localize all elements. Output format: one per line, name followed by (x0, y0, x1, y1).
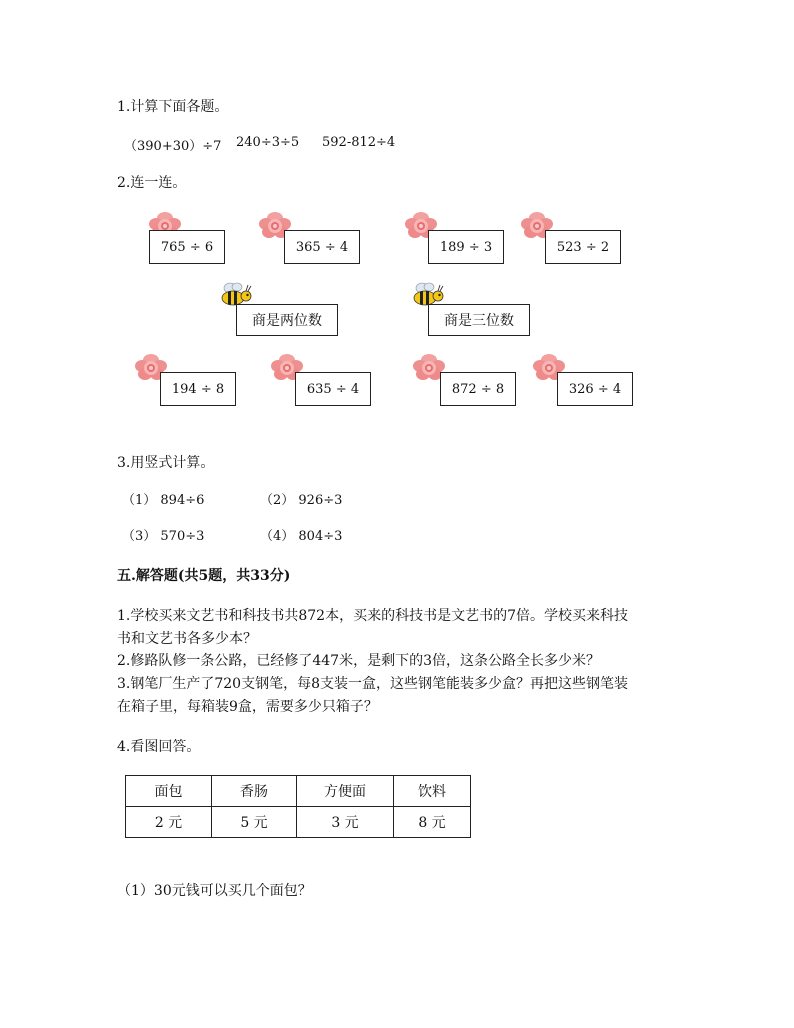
top-expression-box: 365 ÷ 4 (284, 230, 360, 264)
table-cell: 2 元 (126, 807, 212, 838)
problem-1-line-1: 1.学校买来文艺书和科技书共872本，买来的科技书是文艺书的7倍。学校买来科技 (117, 608, 628, 624)
bottom-expression-box: 872 ÷ 8 (440, 372, 516, 406)
table-cell: 8 元 (394, 807, 471, 838)
table-header-cell: 饮料 (394, 776, 471, 807)
table-cell: 3 元 (297, 807, 394, 838)
q3-item-3: （3） 570÷3 (122, 529, 205, 544)
q4-title: 4.看图回答。 (117, 739, 201, 755)
q1-title: 1.计算下面各题。 (117, 99, 229, 115)
top-expression-box: 523 ÷ 2 (545, 230, 621, 264)
q3-title: 3.用竖式计算。 (117, 455, 215, 471)
problem-3-line-1: 3.钢笔厂生产了720支钢笔，每8支装一盒，这些钢笔能装多少盒？再把这些钢笔装 (117, 676, 628, 692)
q1-item-1: （390+30）÷7 (124, 139, 222, 154)
problem-1-line-2: 书和文艺书各多少本？ (117, 631, 257, 647)
bottom-expression-box: 635 ÷ 4 (295, 372, 371, 406)
top-expression-box: 765 ÷ 6 (149, 230, 225, 264)
price-table (125, 775, 471, 838)
table-cell: 5 元 (212, 807, 297, 838)
q2-title: 2.连一连。 (117, 175, 187, 191)
table-header-cell: 面包 (126, 776, 212, 807)
q1-item-3: 592-812÷4 (322, 135, 396, 150)
problem-2: 2.修路队修一条公路，已经修了447米，是剩下的3倍，这条公路全长多少米？ (117, 653, 600, 669)
table-header-row (126, 776, 471, 807)
table-header-cell: 方便面 (297, 776, 394, 807)
sub-question-1: （1）30元钱可以买几个面包？ (117, 883, 312, 899)
table-row (126, 807, 471, 838)
q1-item-2: 240÷3÷5 (236, 135, 300, 150)
top-expression-box: 189 ÷ 3 (428, 230, 504, 264)
table-header-cell: 香肠 (212, 776, 297, 807)
q3-item-1: （1） 894÷6 (122, 493, 205, 508)
section-title: 五.解答题(共5题，共33分) (117, 568, 291, 584)
middle-category-box: 商是三位数 (428, 304, 530, 336)
q3-item-4: （4） 804÷3 (260, 529, 343, 544)
bottom-expression-box: 326 ÷ 4 (557, 372, 633, 406)
bottom-expression-box: 194 ÷ 8 (160, 372, 236, 406)
q3-item-2: （2） 926÷3 (260, 493, 343, 508)
problem-3-line-2: 在箱子里，每箱装9盒，需要多少只箱子？ (117, 699, 378, 715)
middle-category-box: 商是两位数 (236, 304, 338, 336)
